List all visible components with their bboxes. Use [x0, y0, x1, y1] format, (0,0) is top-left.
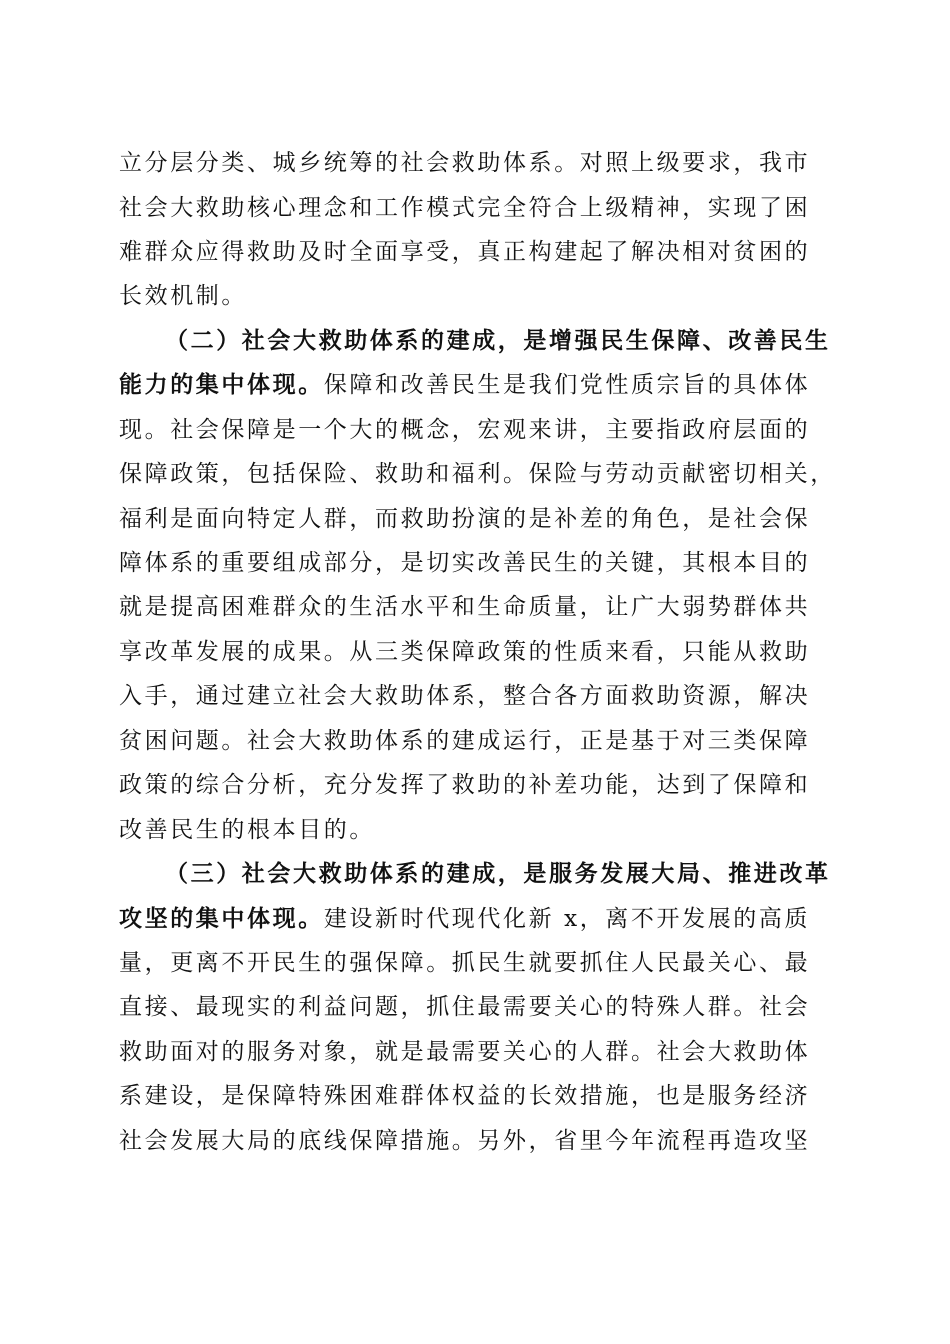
paragraph2-line: 入手，通过建立社会大救助体系，整合各方面救助资源，解决 [119, 683, 811, 709]
paragraph2-line: 政策的综合分析，充分发挥了救助的补差功能，达到了保障和 [119, 772, 811, 798]
paragraph2-line: 保障政策，包括保险、救助和福利。保险与劳动贡献密切相关， [119, 461, 836, 487]
paragraph3-heading: （三）社会大救助体系的建成，是服务发展大局、推进改革 [165, 860, 831, 887]
paragraph1-line: 社会大救助核心理念和工作模式完全符合上级精神，实现了困 [119, 195, 811, 221]
paragraph2-line [119, 370, 829, 400]
paragraph3-text: 建设新时代现代化新 x，离不开发展的高质 [323, 906, 811, 932]
paragraph3-line: 救助面对的服务对象，就是最需要关心的人群。社会大救助体 [119, 1039, 811, 1065]
paragraph2-line: 障体系的重要组成部分，是切实改善民生的关键，其根本目的 [119, 550, 811, 576]
paragraph3-line: 直接、最现实的利益问题，抓住最需要关心的特殊人群。社会 [119, 994, 811, 1020]
paragraph3-line: 系建设，是保障特殊困难群体权益的长效措施，也是服务经济 [119, 1083, 811, 1109]
paragraph3-line [119, 904, 829, 934]
paragraph2-line: 贫困问题。社会大救助体系的建成运行，正是基于对三类保障 [119, 728, 811, 754]
paragraph2-heading: （二）社会大救助体系的建成，是增强民生保障、改善民生 [165, 327, 831, 354]
paragraph2-text: 保障和改善民生是我们党性质宗旨的具体体 [323, 372, 811, 398]
paragraph3-heading-end: 攻坚的集中体现。 [119, 905, 324, 932]
paragraph3-line: 社会发展大局的底线保障措施。另外，省里今年流程再造攻坚 [119, 1128, 811, 1154]
paragraph2-heading-end: 能力的集中体现。 [119, 371, 324, 398]
paragraph1-line: 难群众应得救助及时全面享受，真正构建起了解决相对贫困的 [119, 239, 811, 265]
paragraph2-line: 福利是面向特定人群，而救助扮演的是补差的角色，是社会保 [119, 506, 811, 532]
paragraph2-line: 现。社会保障是一个大的概念，宏观来讲，主要指政府层面的 [119, 417, 811, 443]
paragraph1-line: 立分层分类、城乡统筹的社会救助体系。对照上级要求，我市 [119, 150, 811, 176]
paragraph2-line: 享改革发展的成果。从三类保障政策的性质来看，只能从救助 [119, 639, 811, 665]
paragraph3-line: 量，更离不开民生的强保障。抓民生就要抓住人民最关心、最 [119, 950, 811, 976]
paragraph1-line: 长效机制。 [119, 283, 247, 309]
paragraph2-line: 就是提高困难群众的生活水平和生命质量，让广大弱势群体共 [119, 594, 811, 620]
paragraph2-line: 改善民生的根本目的。 [119, 817, 375, 843]
